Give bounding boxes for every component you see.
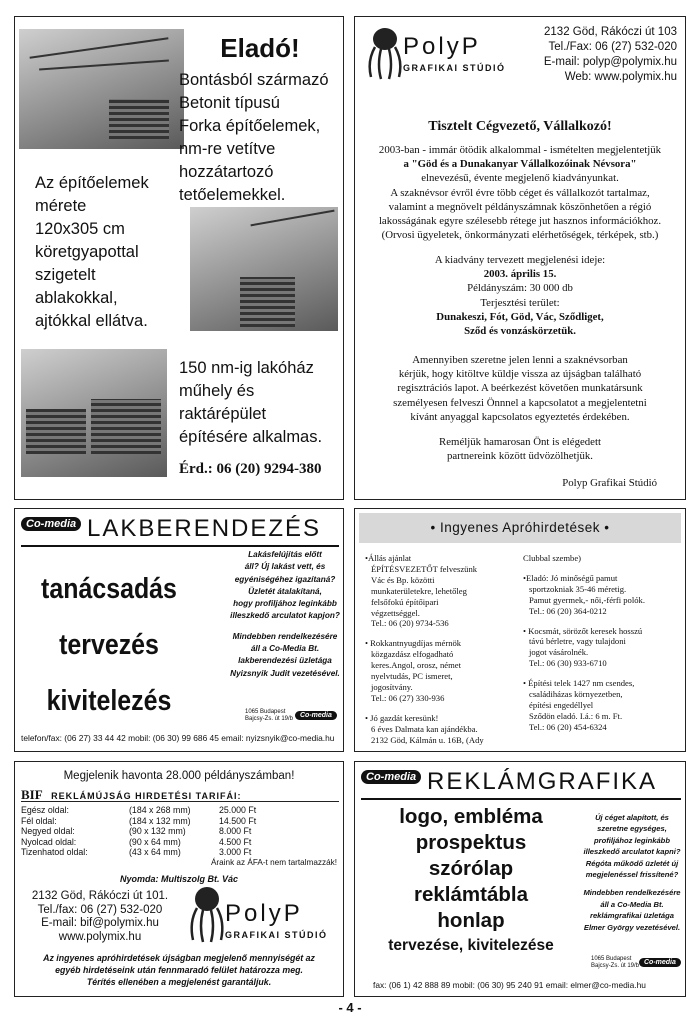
- lakberendezes-ad: [14, 508, 344, 752]
- rate-row: [21, 847, 321, 858]
- classified-line: Tel.: 06 (27) 330-936: [371, 692, 445, 703]
- letter-line: lakosságának egyre szélesebb rétege jut hasznos információkhoz.: [378, 215, 662, 228]
- classified-line: közgazdász elfogadható: [371, 649, 454, 660]
- letter-paragraph-3: [355, 353, 685, 424]
- letter-line: a "Göd és a Dunakanyar Vállalkozóinak Névsora": [403, 158, 637, 171]
- classified-line: Vác és Bp. közötti: [371, 574, 435, 585]
- classified-line: Sződön eladó. I.á.: 6 m. Ft.: [529, 710, 623, 721]
- classified-line: építési engedéllyel: [529, 699, 594, 710]
- classified-line: végzettséggel.: [371, 607, 420, 618]
- letter-paragraph-2: [355, 253, 685, 338]
- rate-size: (90 x 64 mm): [129, 836, 181, 847]
- classified-item: [365, 553, 515, 629]
- octopus-icon: [363, 25, 407, 81]
- rate-price: 3.000 Ft: [219, 847, 252, 858]
- letter-line: 2003-ban - immár ötödik alkalommal - ismételten megjelentetjük: [378, 144, 662, 156]
- classified-line: felsőfokú építőipari: [371, 596, 439, 607]
- classified-line: nyelvtudás, PC ismeret,: [371, 671, 453, 682]
- sale-use: 150 nm-ig lakóház műhely és raktárépület építésére alkalmas.: [179, 359, 323, 446]
- rate-size: (184 x 268 mm): [129, 805, 191, 815]
- letter-heading: Tisztelt Cégvezető, Vállalkozó!: [428, 119, 612, 134]
- letter-line: személyesen felveszi Önnnel a kapcsolatot a megjelentetni: [393, 396, 647, 409]
- letter-line: A szaknévsor évről évre több céget és vállalkozót tartalmaz,: [390, 186, 650, 199]
- classified-line: keres.Angol, orosz, német: [371, 660, 461, 671]
- classified-line: • Rokkantnyugdíjas mérnök: [365, 638, 462, 649]
- reklam-title: REKLÁMGRAFIKA: [427, 768, 658, 795]
- sale-ad: [14, 16, 344, 500]
- letter-line: Példányszám: 30 000 db: [467, 282, 573, 295]
- letter-line: 2003. április 15.: [483, 268, 557, 281]
- rates-bottom-note: Az ingyenes apróhirdetések újságban megjelenő mennyiségét az egyéb hirdetéseink után fennmaradó felület határozza meg. Térítés ellenében a megjelenést garantáljuk.: [43, 953, 315, 988]
- rate-name: Negyed oldal:: [21, 826, 75, 837]
- classified-line: ÉPÍTÉSVEZETŐT felveszünk: [371, 563, 478, 574]
- letter-line: A kiadvány tervezett megjelenési ideje:: [434, 254, 606, 266]
- lakber-footer: telefon/fax: (06 27) 33 44 42 mobil: (06 30) 99 686 45 email: nyizsnyik@co-media.hu: [21, 733, 335, 743]
- classified-line: Pamut gyermek,- női,-férfi polók.: [529, 594, 645, 605]
- classified-line: •Állás ajánlat: [365, 553, 412, 563]
- rate-price: 8.000 Ft: [219, 826, 252, 837]
- reklam-header: [361, 768, 681, 800]
- rates-polyp-logo: PolyP GRAFIKAI STÚDIÓ: [185, 884, 335, 948]
- classified-line: 2132 Göd, Kálmán u. 16B, (Ady: [371, 734, 484, 745]
- classified-line: Clubbal szembe): [523, 553, 581, 563]
- classified-line: munkaterületekre, lehetőleg: [371, 585, 467, 596]
- letter-line: Dunakeszi, Fót, Göd, Vác, Sződliget,: [436, 310, 604, 323]
- photo-wall-panels: [190, 207, 338, 331]
- rate-row: [21, 826, 321, 837]
- rate-name: Fél oldal:: [21, 815, 57, 826]
- rate-price: 4.500 Ft: [219, 836, 252, 847]
- octopus-icon: [185, 884, 229, 944]
- co-media-logo: Co-media: [21, 517, 81, 531]
- letter-line: kívánt anyaggal kapcsolatos egyeztetés érdekében.: [410, 410, 630, 423]
- classified-line: Tel.: 06 (20) 9734-536: [371, 618, 449, 629]
- classified-line: családiházas környezetben,: [529, 689, 623, 700]
- classified-item: [365, 713, 515, 746]
- rate-size: (184 x 132 mm): [129, 815, 191, 826]
- classified-line: • Építési telek 1427 nm csendes,: [523, 678, 635, 689]
- classified-item: [365, 638, 515, 703]
- reklam-side-text: Új céget alapított, és szeretne egységes, profiljához leginkább illeszkedő arculatot kapni? Régóta működő üzletét új megjelenéssel frissítené? Mindebben rendelkezésére áll a Co-Media Bt. reklámgrafikai üzletága Elmer György vezetésével.: [583, 813, 681, 932]
- classified-line: Tel.: 06 (20) 364-0212: [529, 605, 607, 616]
- classified-line: sportzokniak 35-46 méretig.: [529, 583, 627, 594]
- classified-line: jogot vásárolnék.: [529, 647, 589, 658]
- letter-signature: Polyp Grafikai Stúdió: [562, 477, 657, 489]
- polyp-letter: [354, 16, 686, 500]
- rate-row: [21, 805, 321, 816]
- rate-price: 14.500 Ft: [219, 815, 257, 826]
- classified-line: • Kocsmát, sörözőt keresek hosszú: [523, 625, 643, 636]
- classified-line: 6 éves Dalmata kan ajándékba.: [371, 723, 478, 734]
- lakber-services: tanácsadás tervezés kivitelezés: [41, 573, 177, 717]
- reklam-address: 1065 Budapest Bajcsy-Zs. út 19/b: [591, 956, 640, 969]
- photo-stacked-panels: [21, 349, 167, 477]
- classified-line: Tel.: 06 (30) 933-6710: [529, 658, 607, 669]
- classified-item: [523, 678, 683, 733]
- letter-paragraph-1: [355, 143, 685, 242]
- classifieds: [354, 508, 686, 752]
- letter-line: Reméljük hamarosan Önt is elégedett: [439, 436, 601, 448]
- classified-line: •Eladó: Jó minőségű pamut: [523, 572, 618, 583]
- lakber-header: [21, 515, 339, 547]
- reklam-services: logo, embléma prospektus szórólap reklámtábla honlap tervezése, kivitelezése: [388, 805, 554, 954]
- rate-row: [21, 816, 321, 827]
- letter-line: kérjük, hogy kitöltve küldje vissza az újságban található: [398, 368, 642, 381]
- rate-size: (90 x 132 mm): [129, 826, 186, 837]
- letter-line: Terjesztési terület:: [480, 296, 560, 309]
- letter-line: partnereink között üdvözölhetjük.: [446, 450, 594, 463]
- letter-paragraph-4: [355, 435, 685, 463]
- rate-row: [21, 837, 321, 848]
- rates-heading: BIF REKLÁMÚJSÁG HIRDETÉSI TARIFÁI:: [21, 786, 339, 802]
- rates-table: [21, 805, 321, 858]
- rate-price: 25.000 Ft: [219, 805, 257, 815]
- co-media-logo-small: Co-media: [295, 711, 337, 720]
- reklam-footer: fax: (06 1) 42 888 89 mobil: (06 30) 95 240 91 email: elmer@co-media.hu: [373, 980, 646, 990]
- rate-name: Tizenhatod oldal:: [21, 847, 88, 858]
- rate-name: Nyolcad oldal:: [21, 836, 77, 847]
- co-media-logo-small: Co-media: [639, 958, 681, 967]
- rates-ad: [14, 761, 344, 997]
- letter-line: valamint a megnövelt példányszámnak köszönhetően a régió: [388, 200, 652, 213]
- classifieds-right-column: [523, 553, 683, 742]
- reklamgrafika-ad: [354, 761, 686, 997]
- page-number: - 4 -: [338, 1000, 362, 1015]
- classified-item: [523, 626, 683, 670]
- classifieds-header: • Ingyenes Apróhirdetések •: [359, 513, 681, 543]
- classified-item: [523, 573, 683, 617]
- sale-description: Az építőelemek mérete 120x305 cm köretgyapottal szigetelt ablakokkal, ajtókkal ellátva.: [35, 174, 149, 330]
- letter-line: regisztrációs lapot. A beérkezést követően munkatársunk: [397, 382, 643, 395]
- photo-building-frame: [19, 29, 184, 149]
- classified-item: [523, 553, 683, 564]
- lakber-title: LAKBERENDEZÉS: [87, 515, 322, 542]
- rate-name: Egész oldal:: [21, 805, 69, 815]
- rates-address: 2132 Göd, Rákóczi út 101. Tel./fax: 06 (27) 532-020 E-mail: bif@polymix.hu www.polymix.hu: [31, 890, 169, 943]
- polyp-address: 2132 Göd, Rákóczi út 103 Tel./Fax: 06 (27) 532-020 E-mail: polyp@polymix.hu Web: www.polymix.hu: [543, 26, 677, 83]
- classified-line: jogosítvány.: [371, 681, 413, 692]
- lakber-address: 1065 Budapest Bajcsy-Zs. út 19/b: [245, 709, 294, 722]
- rates-vat-note: Áraink az ÁFA-t nem tartalmazzák!: [210, 858, 337, 867]
- sale-intro: Bontásból származó Betonit típusú Forka építőelemek, nm-re vetítve hozzátartozó tetőelemekkel.: [179, 71, 329, 204]
- polyp-logo: PolyP GRAFIKAI STÚDIÓ: [363, 25, 513, 85]
- sale-title: Eladó!: [220, 33, 300, 63]
- letter-line: (Orvosi ügyeletek, önkormányzati elérhetőségek, térképek, stb.): [381, 229, 659, 242]
- lakber-side-text: Lakásfelújítás előtt áll? Új lakást vett, és egyéniségéhez igazítaná? Üzletét átalakítaná, hogy profiljához leginkább illeszkedő arculatot kapjon? Mindebben rendelkezésére áll a Co-Media Bt. lakberendezési üzletága Nyizsnyik Judit vezetésével.: [230, 550, 340, 678]
- sale-contact: Érd.: 06 (20) 9294-380: [179, 461, 322, 477]
- rate-size: (43 x 64 mm): [129, 847, 181, 858]
- rates-printer: Nyomda: Multiszolg Bt. Vác: [119, 874, 238, 884]
- co-media-logo: Co-media: [361, 770, 421, 784]
- letter-line: elnevezésű, évente megjelenő kiadványunkat.: [421, 172, 619, 185]
- classified-line: • Jó gazdát keresünk!: [365, 712, 439, 723]
- rates-circulation: Megjelenik havonta 28.000 példányszámban!: [63, 770, 295, 782]
- classifieds-left-column: [365, 553, 515, 752]
- classified-line: távú bérletre, vagy tulajdoni: [529, 636, 626, 647]
- classified-line: Tel.: 06 (20) 454-6324: [529, 721, 607, 732]
- letter-line: Sződ és vonzáskörzetük.: [464, 325, 576, 338]
- letter-line: Amennyiben szeretne jelen lenni a szaknévsorban: [412, 354, 628, 366]
